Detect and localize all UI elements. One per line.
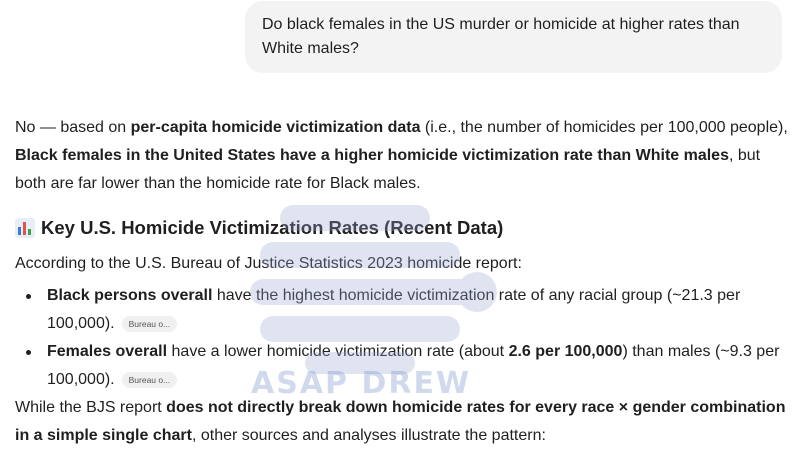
bullet-bold: Black persons overall	[47, 287, 213, 304]
intro-bold-1: per-capita homicide victimization data	[130, 119, 421, 136]
closing-text-2: , other sources and analyses illustrate the pattern:	[191, 427, 546, 444]
user-message-bubble	[245, 1, 782, 73]
section-heading	[15, 214, 790, 242]
intro-text-3: , but both are far lower than the homicide rate for Black males.	[15, 147, 761, 192]
intro-text-2: (i.e., the number of homicides per 100,000 people),	[420, 119, 788, 136]
watermark-text: ASAP DREW	[251, 366, 472, 401]
intro-bold-2: Black females in the United States have a higher homicide victimization rate than White males	[15, 147, 729, 164]
bullet-text: ) than males (~9.3 per 100,000).	[47, 343, 780, 388]
bullet-bold-value: 2.6 per 100,000	[508, 343, 623, 360]
source-chip[interactable]: Bureau o...	[122, 316, 178, 332]
bar-chart-icon	[15, 218, 35, 238]
closing-paragraph	[15, 394, 790, 450]
closing-text-1: While the BJS report	[15, 399, 167, 416]
source-intro: According to the U.S. Bureau of Justice Statistics 2023 homicide report:	[15, 255, 522, 272]
answer-intro-paragraph	[15, 114, 790, 198]
source-chip[interactable]: Bureau o...	[122, 372, 178, 388]
assistant-answer	[15, 114, 790, 450]
bullet-text: have the highest homicide victimization rate of any racial group (~21.3 per 100,000).	[47, 287, 741, 332]
user-message-text: Do black females in the US murder or homicide at higher rates than White males?	[262, 16, 740, 57]
bullet-bold: Females overall	[47, 343, 168, 360]
section-heading-text: Key U.S. Homicide Victimization Rates (Recent Data)	[41, 217, 504, 238]
bullet-text: have a lower homicide victimization rate (about	[167, 343, 509, 360]
list-item	[47, 338, 790, 394]
bullet-list	[15, 282, 790, 394]
intro-text-1: No — based on	[15, 119, 131, 136]
list-item	[47, 282, 790, 338]
closing-bold: does not directly break down homicide rates for every race × gender combination in a simple single chart	[15, 399, 786, 444]
